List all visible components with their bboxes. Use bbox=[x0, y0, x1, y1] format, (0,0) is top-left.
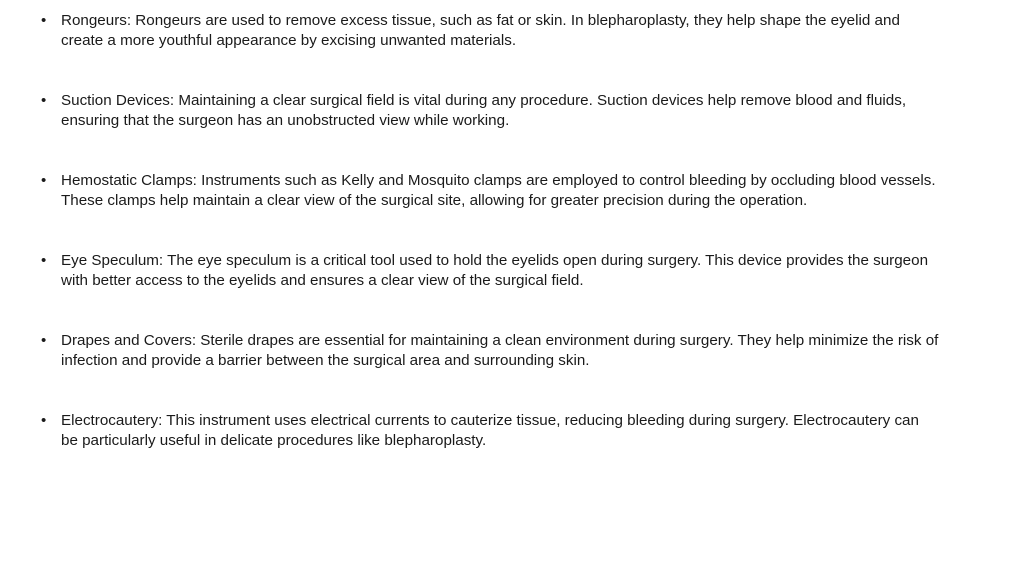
bullet-text: Electrocautery: This instrument uses electrical currents to cauterize tissue, reducing bleeding during surgery. Electrocautery can be particularly useful in delicate procedures like blepharoplasty. bbox=[61, 412, 919, 449]
list-item-hemostatic-clamps bbox=[40, 171, 940, 211]
bullet-icon: • bbox=[41, 92, 47, 109]
bullet-text: Drapes and Covers: Sterile drapes are essential for maintaining a clean environment during surgery. They help minimize the risk of infection and provide a barrier between the surgical area and surrounding skin. bbox=[61, 332, 939, 369]
bullet-text: Eye Speculum: The eye speculum is a critical tool used to hold the eyelids open during surgery. This device provides the surgeon with better access to the eyelids and ensures a clear view of the surgical field. bbox=[61, 252, 929, 289]
list-item-suction-devices bbox=[40, 91, 940, 131]
bullet-icon: • bbox=[41, 12, 47, 29]
list-item-eye-speculum bbox=[40, 251, 940, 291]
bullet-list bbox=[40, 11, 940, 451]
bullet-icon: • bbox=[41, 172, 47, 189]
bullet-icon: • bbox=[41, 332, 47, 349]
bullet-text: Rongeurs: Rongeurs are used to remove excess tissue, such as fat or skin. In blepharoplasty, they help shape the eyelid and create a more youthful appearance by excising unwanted materials. bbox=[61, 12, 900, 49]
list-item-drapes-and-covers bbox=[40, 331, 940, 371]
bullet-icon: • bbox=[41, 412, 47, 429]
list-item-rongeurs bbox=[40, 11, 940, 51]
bullet-text: Suction Devices: Maintaining a clear surgical field is vital during any procedure. Suction devices help remove blood and fluids, ensuring that the surgeon has an unobstructed view while working. bbox=[61, 92, 907, 129]
bullet-text: Hemostatic Clamps: Instruments such as Kelly and Mosquito clamps are employed to control bleeding by occluding blood vessels. These clamps help maintain a clear view of the surgical site, allowing for greater precision during the operation. bbox=[61, 172, 936, 209]
bullet-icon: • bbox=[41, 252, 47, 269]
list-item-electrocautery bbox=[40, 411, 940, 451]
